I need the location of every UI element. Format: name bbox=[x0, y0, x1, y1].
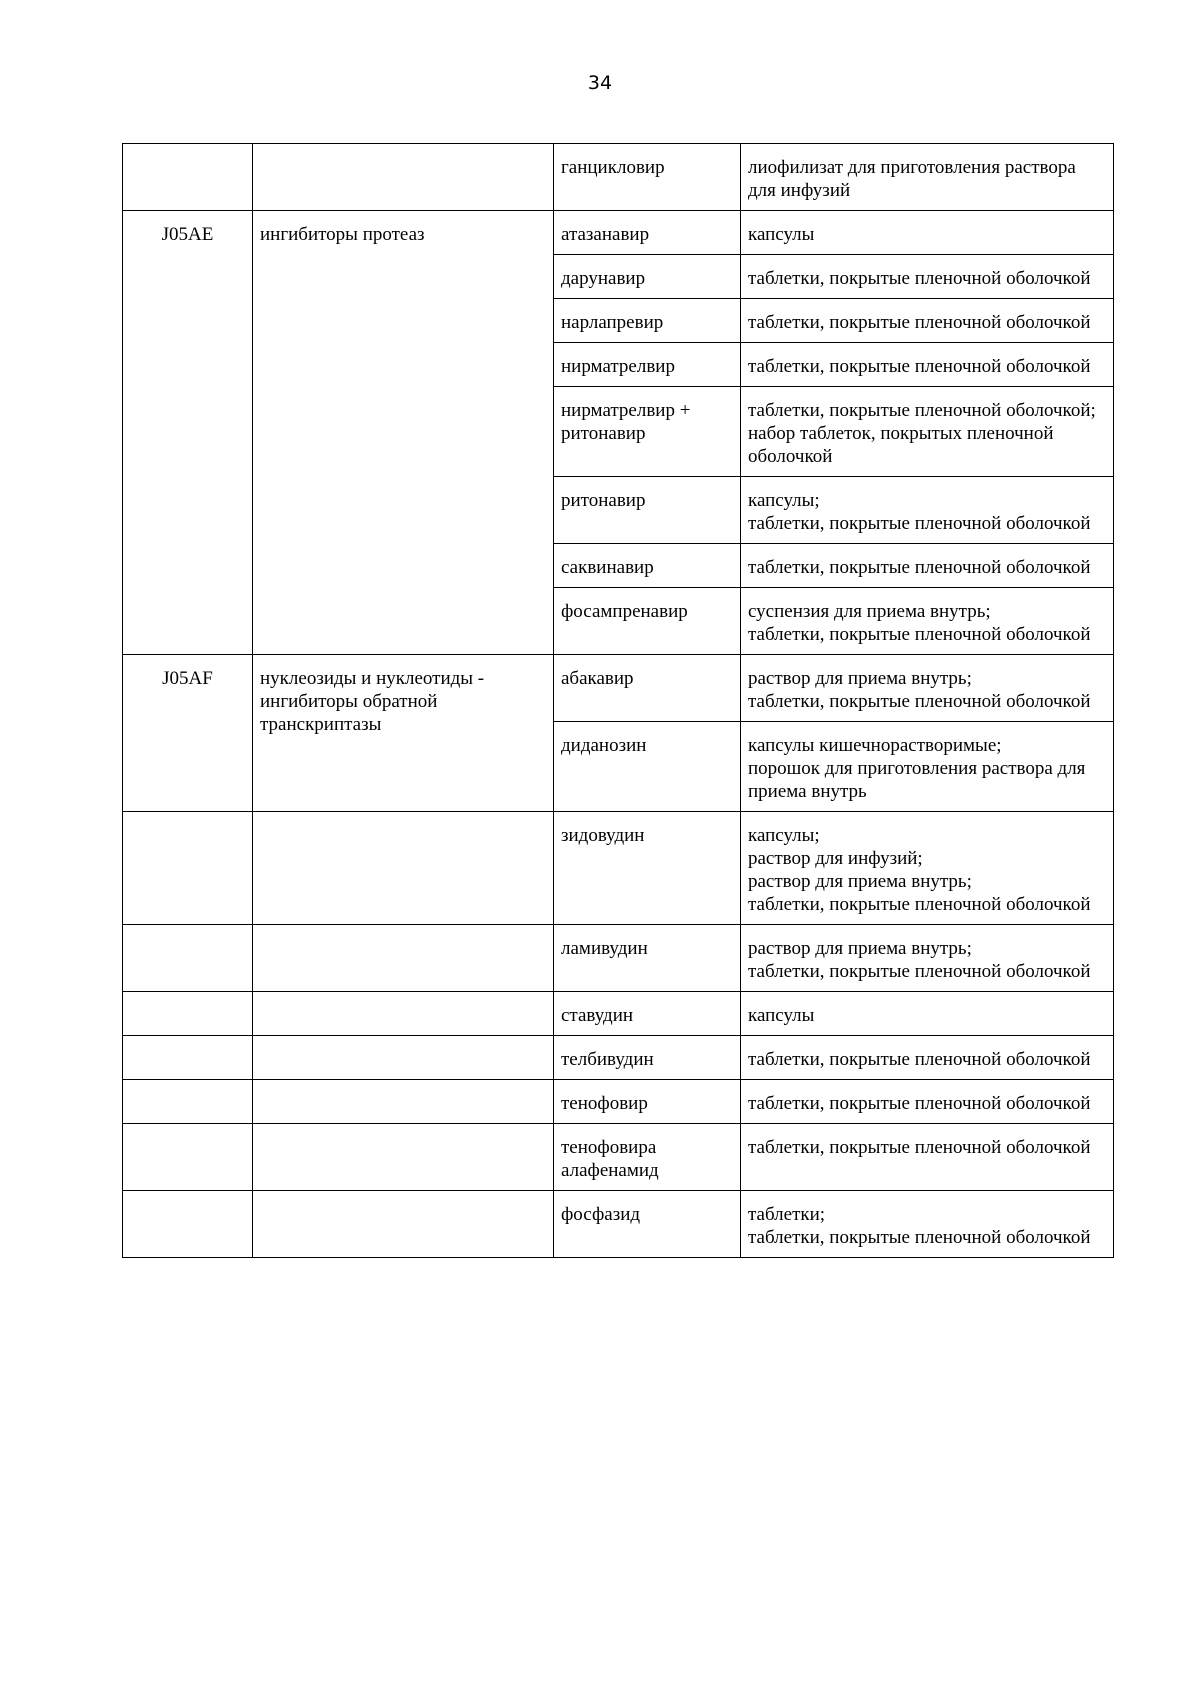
dosage-form: капсулы bbox=[748, 1005, 815, 1026]
dosage-form: капсулы bbox=[748, 224, 815, 245]
dosage-form: таблетки, покрытые пленочной оболочкой bbox=[748, 961, 1091, 982]
group-name-cell bbox=[253, 1080, 554, 1124]
group-name-cell bbox=[253, 1191, 554, 1258]
atc-code-cell bbox=[123, 812, 253, 925]
dosage-form: капсулы; bbox=[748, 490, 820, 511]
drug-table bbox=[122, 143, 1114, 1258]
atc-code-cell bbox=[123, 1080, 253, 1124]
table-row bbox=[123, 812, 1114, 925]
drug-name-cell: зидовудин bbox=[554, 812, 741, 925]
dosage-forms-cell bbox=[741, 544, 1114, 588]
drug-name-cell: фосампренавир bbox=[554, 588, 741, 655]
atc-code-cell bbox=[123, 144, 253, 211]
dosage-forms-cell bbox=[741, 144, 1114, 211]
dosage-form: таблетки, покрытые пленочной оболочкой bbox=[748, 356, 1091, 377]
dosage-form: таблетки, покрытые пленочной оболочкой bbox=[748, 1049, 1091, 1070]
group-name-cell bbox=[253, 812, 554, 925]
drug-name-cell: ритонавир bbox=[554, 477, 741, 544]
dosage-form: таблетки, покрытые пленочной оболочкой bbox=[748, 557, 1091, 578]
dosage-form: таблетки, покрытые пленочной оболочкой bbox=[748, 513, 1091, 534]
dosage-forms-cell bbox=[741, 343, 1114, 387]
drug-name-cell: абакавир bbox=[554, 655, 741, 722]
dosage-form: капсулы кишечнорастворимые; bbox=[748, 735, 1002, 756]
drug-name-cell: тенофовир bbox=[554, 1080, 741, 1124]
drug-name-cell: диданозин bbox=[554, 722, 741, 812]
page-number: 34 bbox=[587, 72, 613, 94]
dosage-form: раствор для приема внутрь; bbox=[748, 668, 972, 689]
dosage-form: таблетки, покрытые пленочной оболочкой bbox=[748, 1093, 1091, 1114]
table-row bbox=[123, 1191, 1114, 1258]
dosage-forms-cell bbox=[741, 387, 1114, 477]
table-row bbox=[123, 1036, 1114, 1080]
atc-code-cell bbox=[123, 925, 253, 992]
dosage-form: таблетки, покрытые пленочной оболочкой bbox=[748, 624, 1091, 645]
drug-name-cell: фосфазид bbox=[554, 1191, 741, 1258]
dosage-form: суспензия для приема внутрь; bbox=[748, 601, 991, 622]
dosage-forms-cell bbox=[741, 1036, 1114, 1080]
dosage-forms-cell bbox=[741, 588, 1114, 655]
atc-code-cell bbox=[123, 1124, 253, 1191]
dosage-form: таблетки, покрытые пленочной оболочкой bbox=[748, 312, 1091, 333]
group-name-cell bbox=[253, 992, 554, 1036]
table-row bbox=[123, 655, 1114, 722]
group-name-cell bbox=[253, 925, 554, 992]
dosage-form: лиофилизат для приготовления раствора для инфузий bbox=[748, 157, 1076, 201]
dosage-forms-cell bbox=[741, 722, 1114, 812]
dosage-forms-cell bbox=[741, 1124, 1114, 1191]
atc-code-cell: J05AF bbox=[123, 655, 253, 812]
dosage-forms-cell bbox=[741, 1191, 1114, 1258]
atc-code-cell bbox=[123, 1191, 253, 1258]
group-name-cell: нуклеозиды и нуклеотиды - ингибиторы обратной транскриптазы bbox=[253, 655, 554, 812]
dosage-forms-cell bbox=[741, 1080, 1114, 1124]
dosage-form: таблетки; bbox=[748, 1204, 826, 1225]
drug-name-cell: дарунавир bbox=[554, 255, 741, 299]
dosage-forms-cell bbox=[741, 211, 1114, 255]
table-row bbox=[123, 1080, 1114, 1124]
dosage-forms-cell bbox=[741, 925, 1114, 992]
dosage-forms-cell bbox=[741, 299, 1114, 343]
drug-name-cell: нирматрелвир + ритонавир bbox=[554, 387, 741, 477]
drug-name-cell: ставудин bbox=[554, 992, 741, 1036]
table-row bbox=[123, 1124, 1114, 1191]
dosage-form: раствор для приема внутрь; bbox=[748, 871, 972, 892]
atc-code-cell bbox=[123, 1036, 253, 1080]
drug-name-cell: нирматрелвир bbox=[554, 343, 741, 387]
drug-name-cell: нарлапревир bbox=[554, 299, 741, 343]
dosage-forms-cell bbox=[741, 655, 1114, 722]
group-name-cell bbox=[253, 144, 554, 211]
group-name-cell: ингибиторы протеаз bbox=[253, 211, 554, 655]
dosage-form: набор таблеток, покрытых пленочной оболочкой bbox=[748, 423, 1054, 467]
drug-name-cell: ганцикловир bbox=[554, 144, 741, 211]
table-row bbox=[123, 211, 1114, 255]
table-row bbox=[123, 925, 1114, 992]
dosage-form: раствор для инфузий; bbox=[748, 848, 923, 869]
table-row bbox=[123, 992, 1114, 1036]
dosage-forms-cell bbox=[741, 992, 1114, 1036]
dosage-form: порошок для приготовления раствора для приема внутрь bbox=[748, 758, 1086, 802]
group-name-cell bbox=[253, 1036, 554, 1080]
atc-code-cell bbox=[123, 992, 253, 1036]
dosage-form: раствор для приема внутрь; bbox=[748, 938, 972, 959]
drug-name-cell: саквинавир bbox=[554, 544, 741, 588]
dosage-form: таблетки, покрытые пленочной оболочкой bbox=[748, 268, 1091, 289]
drug-table-body bbox=[123, 144, 1114, 1258]
drug-name-cell: ламивудин bbox=[554, 925, 741, 992]
dosage-forms-cell bbox=[741, 812, 1114, 925]
dosage-form: таблетки, покрытые пленочной оболочкой bbox=[748, 691, 1091, 712]
dosage-forms-cell bbox=[741, 255, 1114, 299]
drug-name-cell: атазанавир bbox=[554, 211, 741, 255]
drug-name-cell: телбивудин bbox=[554, 1036, 741, 1080]
dosage-form: таблетки, покрытые пленочной оболочкой bbox=[748, 1227, 1091, 1248]
group-name-cell bbox=[253, 1124, 554, 1191]
dosage-form: капсулы; bbox=[748, 825, 820, 846]
table-row bbox=[123, 144, 1114, 211]
dosage-form: таблетки, покрытые пленочной оболочкой bbox=[748, 1137, 1091, 1158]
dosage-forms-cell bbox=[741, 477, 1114, 544]
dosage-form: таблетки, покрытые пленочной оболочкой bbox=[748, 894, 1091, 915]
atc-code-cell: J05AE bbox=[123, 211, 253, 655]
drug-name-cell: тенофовира алафенамид bbox=[554, 1124, 741, 1191]
dosage-form: таблетки, покрытые пленочной оболочкой; bbox=[748, 400, 1096, 421]
